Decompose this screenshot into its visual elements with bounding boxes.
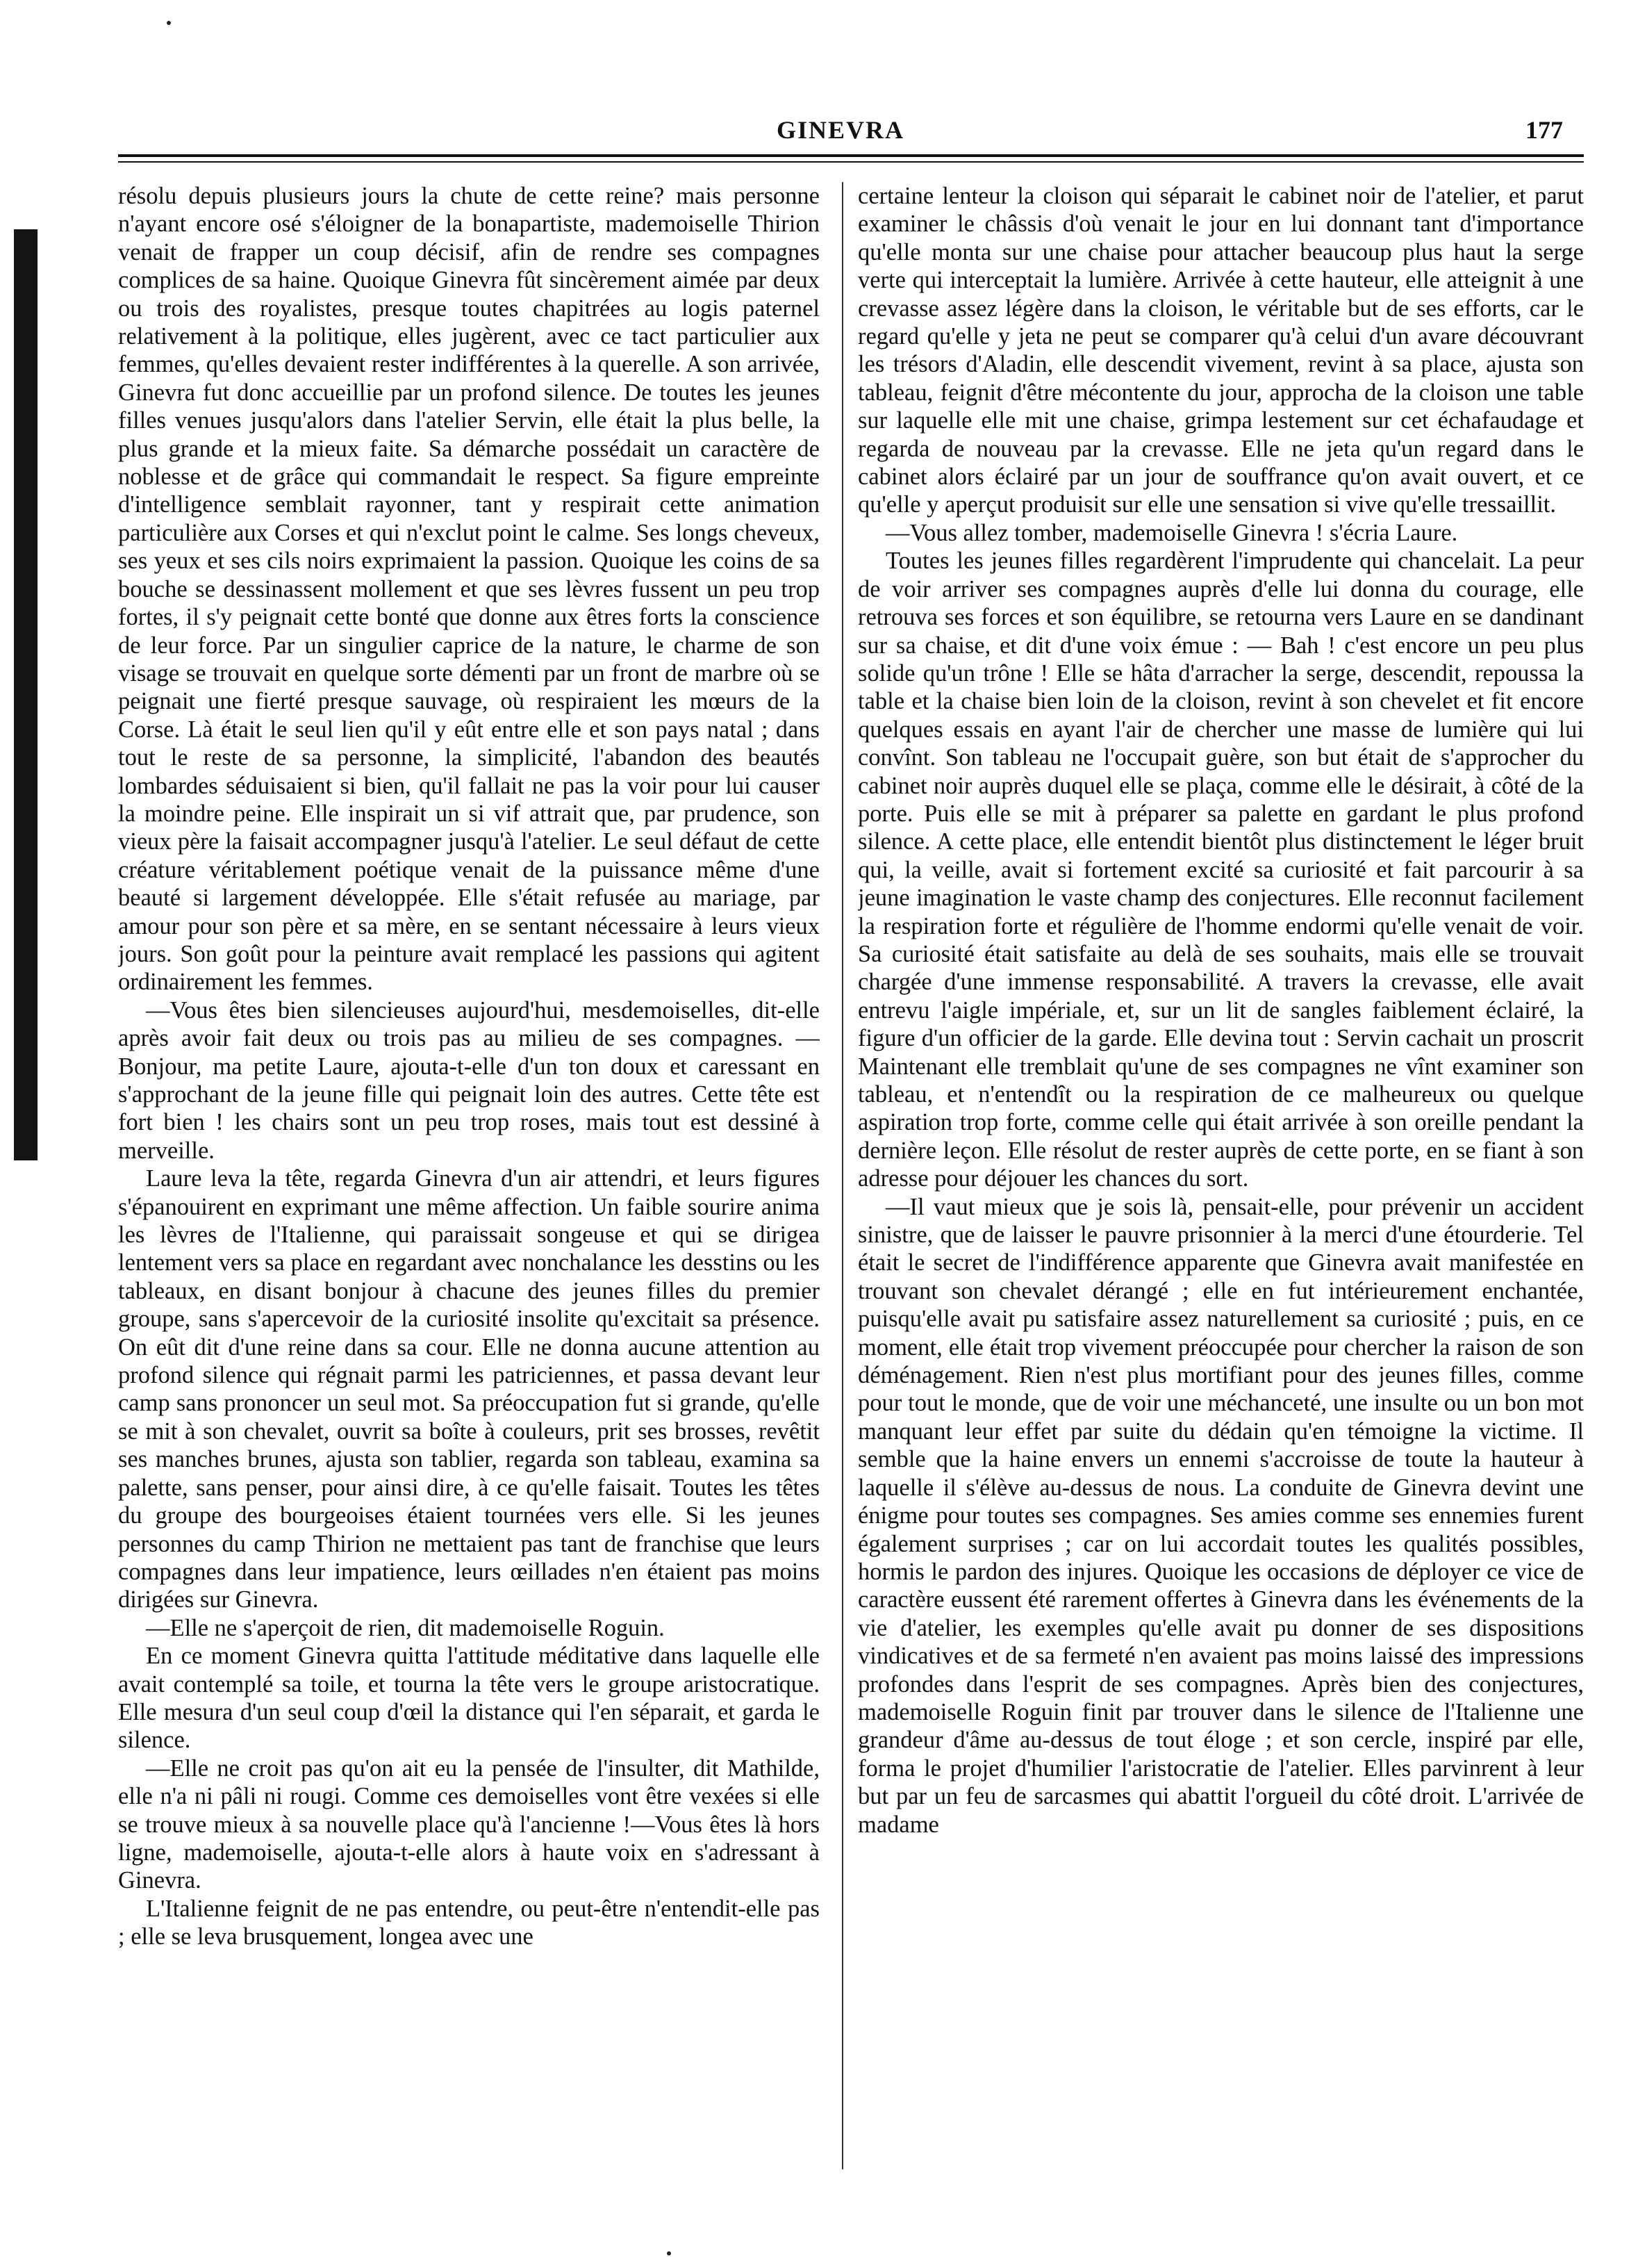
page-number: 177 <box>1525 116 1563 144</box>
paragraph: Toutes les jeunes filles regardèrent l'imprudente qui chancelait. La peur de voir arriver ses compagnes auprès d'elle lui donna du courage, elle retrouva ses forces et son équilibre, se retourna vers Laure en se dandinant sur sa chaise, et dit d'une voix émue : — Bah ! c'est encore un peu plus solide qu'un trône ! Elle se hâta d'arracher la serge, descendit, repoussa la table et la chaise bien loin de la cloison, revint à son chevelet et fit encore quelques essais en ayant l'air de chercher une masse de lumière qui lui convînt. Son tableau ne l'occupait guère, son but était de s'approcher du cabinet noir auprès duquel elle se plaça, comme elle le désirait, à côté de la porte. Puis elle se mit à préparer sa palette en gardant le plus profond silence. A cette place, elle entendit bientôt plus distinctement le léger bruit qui, la veille, avait si fortement excité sa curiosité et fait parcourir à sa jeune imagination le vaste champ des conjectures. Elle reconnut facilement la respiration forte et régulière de l'homme endormi qu'elle venait de voir. Sa curiosité était satisfaite au delà de ses souhaits, mais elle se trouvait chargée d'une immense responsabilité. A travers la crevasse, elle avait entrevu l'aigle impériale, et, sur un lit de sangles faiblement éclairé, la figure d'un officier de la garde. Elle devina tout : Servin cachait un proscrit Maintenant elle tremblait qu'une de ses compagnes ne vînt examiner son tableau, et n'entendît ou la respiration de ce malheureux ou quelque aspiration trop forte, comme celle qui était arrivée à son oreille pendant la dernière leçon. Elle résolut de rester auprès de cette porte, en se fiant à son adresse pour déjouer les chances du sort. <box>858 548 1584 1192</box>
print-speck <box>667 2251 671 2255</box>
right-column <box>858 182 1584 2183</box>
paragraph: —Vous allez tomber, mademoiselle Ginevra ! s'écria Laure. <box>886 519 1458 546</box>
paragraph: —Vous êtes bien silencieuses aujourd'hui, mesdemoiselles, dit-elle après avoir fait deux ou trois pas au milieu de ses compagnes. —Bonjour, ma petite Laure, ajouta-t-elle d'un ton doux et caressant en s'approchant de la jeune fille qui peignait loin des autres. Cette tête est fort bien ! les chairs sont un peu trop roses, mais tout est dessiné à merveille. <box>118 996 820 1164</box>
paragraph: certaine lenteur la cloison qui séparait le cabinet noir de l'atelier, et parut examiner le châssis d'où venait le jour en lui donnant tant d'importance qu'elle monta sur une chaise pour attacher beaucoup plus haut la serge verte qui interceptait la lumière. Arrivée à cette hauteur, elle atteignit à une crevasse assez légère dans la cloison, le véritable but de ses efforts, car le regard qu'elle y jeta ne peut se comparer qu'à celui d'un avare découvrant les trésors d'Aladin, elle descendit vivement, revint à sa place, ajusta son tableau, feignit d'être mécontente du jour, approcha de la cloison une table sur laquelle elle mit une chaise, grimpa lestement sur cet échafaudage et regarda de nouveau par la crevasse. Elle ne jeta qu'un regard dans le cabinet alors éclairé par un jour de souffrance qu'on avait ouvert, et ce qu'elle y aperçut produisit sur elle une sensation si vive qu'elle tressaillit. <box>858 183 1584 518</box>
margin-bar <box>14 229 38 1160</box>
running-title: GINEVRA <box>776 116 904 144</box>
paragraph: —Elle ne croit pas qu'on ait eu la pensée de l'insulter, dit Mathilde, elle n'a ni pâli ni rougi. Comme ces demoiselles vont être vexées si elle se trouve mieux à sa nouvelle place qu'à l'ancienne !—Vous êtes là hors ligne, mademoiselle, ajouta-t-elle alors à haute voix en s'adressant à Ginevra. <box>118 1755 820 1894</box>
paragraph: Laure leva la tête, regarda Ginevra d'un air attendri, et leurs figures s'épanouirent en exprimant une même affection. Un faible sourire anima les lèvres de l'Italienne, qui paraissait songeuse et qui se dirigea lentement vers sa place en regardant avec nonchalance les desstins ou les tableaux, en disant bonjour à chacune des jeunes filles du premier groupe, sans s'apercevoir de la curiosité insolite qu'excitait sa présence. On eût dit d'une reine dans sa cour. Elle ne donna aucune attention au profond silence qui régnait parmi les patriciennes, et passa devant leur camp sans prononcer un seul mot. Sa préoccupation fut si grande, qu'elle se mit à son chevalet, ouvrit sa boîte à couleurs, prit ses brosses, revêtit ses manches brunes, ajusta son tablier, regarda son tableau, examina sa palette, sans penser, pour ainsi dire, à ce qu'elle faisait. Toutes les têtes du groupe des bourgeoises étaient tournées vers elle. Si les jeunes personnes du camp Thirion ne mettaient pas tant de franchise que leurs compagnes dans leur impatience, leurs œillades n'en étaient pas moins dirigées sur Ginevra. <box>118 1165 820 1613</box>
paragraph: L'Italienne feignit de ne pas entendre, ou peut-être n'entendit-elle pas ; elle se leva brusquement, longea avec une <box>118 1895 820 1950</box>
paragraph: résolu depuis plusieurs jours la chute de cette reine? mais personne n'ayant encore osé s'éloigner de la bonapartiste, mademoiselle Thirion venait de frapper un coup décisif, afin de rendre ses compagnes complices de sa haine. Quoique Ginevra fût sincèrement aimée par deux ou trois des royalistes, presque toutes chapitrées au logis paternel relativement à la politique, elles jugèrent, avec ce tact particulier aux femmes, qu'elles devaient rester indifférentes à la querelle. A son arrivée, Ginevra fut donc accueillie par un profond silence. De toutes les jeunes filles venues jusqu'alors dans l'atelier Servin, elle était la plus belle, la plus grande et la mieux faite. Sa démarche possédait un caractère de noblesse et de grâce qui commandait le respect. Sa figure empreinte d'intelligence semblait rayonner, tant y respirait cette animation particulière aux Corses et qui n'exclut point le calme. Ses longs cheveux, ses yeux et ses cils noirs exprimaient la passion. Quoique les coins de sa bouche se dessinassent mollement et que ses lèvres fussent un peu trop fortes, il s'y peignait cette bonté que donne aux êtres forts la conscience de leur force. Par un singulier caprice de la nature, le charme de son visage se trouvait en quelque sorte démenti par un front de marbre où se peignait une fierté presque sauvage, où respiraient les mœurs de la Corse. Là était le seul lien qu'il y eût entre elle et son pays natal ; dans tout le reste de sa personne, la simplicité, l'abandon des beautés lombardes séduisaient si bien, qu'il fallait ne pas la voir pour lui causer la moindre peine. Elle inspirait un si vif attrait que, par prudence, son vieux père la faisait accompagner jusqu'à l'atelier. Le seul défaut de cette créature véritablement poétique venait de la puissance même d'une beauté si largement développée. Elle s'était refusée au mariage, par amour pour son père et sa mère, en se sentant nécessaire à leurs vieux jours. Son goût pour la peinture avait remplacé les passions qui agitent ordinairement les femmes. <box>118 183 820 996</box>
header-rule-thick <box>118 154 1584 157</box>
column-divider <box>842 182 843 2169</box>
paragraph: En ce moment Ginevra quitta l'attitude méditative dans laquelle elle avait contemplé sa toile, et tourna la tête vers le groupe aristocratique. Elle mesura d'un seul coup d'œil la distance qui l'en séparait, et garda le silence. <box>118 1643 820 1754</box>
print-speck <box>167 21 171 25</box>
page-header <box>118 115 1563 157</box>
paragraph: —Il vaut mieux que je sois là, pensait-elle, pour prévenir un accident sinistre, que de laisser le pauvre prisonnier à la merci d'une étourderie. Tel était le secret de l'indifférence apparente que Ginevra avait manifestée en trouvant son chevalet dérangé ; elle en fut intérieurement enchantée, puisqu'elle avait pu satisfaire assez naturellement sa curiosité ; puis, en ce moment, elle était trop vivement préoccupée pour chercher la raison de son déménagement. Rien n'est plus mortifiant pour des jeunes filles, comme pour tout le monde, que de voir une méchanceté, une insulte ou un bon mot manquant leur effet par suite du dédain qu'en témoigne la victime. Il semble que la haine envers un ennemi s'accroisse de toute la hauteur à laquelle il s'élève au-dessus de nous. La conduite de Ginevra devint une énigme pour toutes ses compagnes. Ses amies comme ses ennemies furent également surprises ; car on lui accordait toutes les qualités possibles, hormis le pardon des injures. Quoique les occasions de déployer ce vice de caractère eussent été rarement offertes à Ginevra dans les événements de la vie d'atelier, les exemples qu'elle avait pu donner de ses dispositions vindicatives et de sa fermeté n'en avaient pas moins laissé des impressions profondes dans l'esprit de ses compagnes. Après bien des conjectures, mademoiselle Roguin finit par trouver dans le silence de l'Italienne une grandeur d'âme au-dessus de tout éloge ; et son cercle, inspiré par elle, forma le projet d'humilier l'aristocratie de l'atelier. Elles parvinrent à leur but par un feu de sarcasmes qui abattit l'orgueil du côté droit. L'arrivée de madame <box>858 1193 1584 1838</box>
left-column <box>118 182 820 2183</box>
paragraph: —Elle ne s'aperçoit de rien, dit mademoiselle Roguin. <box>146 1614 665 1641</box>
header-rule-thin <box>118 161 1584 163</box>
